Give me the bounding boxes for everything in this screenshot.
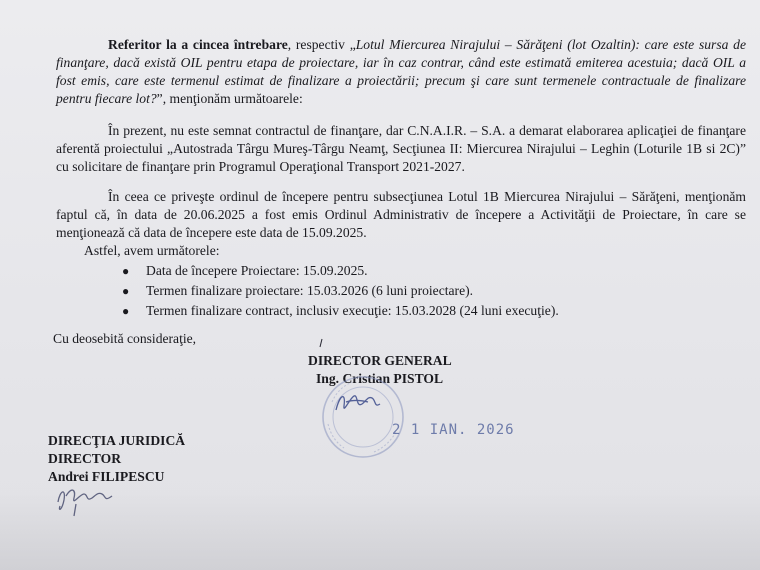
quoted-question: Lotul Miercurea Nirajului – Sărăţeni (lot Ozaltin): care este sursa de finanţare, dacă există OIL pentru etapa de proiectare, iar în caz contrar, când este estimată emiterea acestuia; dacă OIL a fost emis, care este termenul estimat de finalizare a proiectării; precum şi care sunt termenele contractuale de finalizare pentru fiecare lot? <box>56 37 746 106</box>
paragraph-question-5 <box>56 36 746 108</box>
paragraph-lead: Referitor la a cincea întrebare <box>108 37 288 52</box>
bullet-icon: ● <box>122 264 130 278</box>
stamp-date: 2 1 IAN. 2026 <box>392 422 515 438</box>
legal-department-name: DIRECŢIA JURIDICĂ <box>48 433 186 448</box>
legal-department-block <box>48 432 185 486</box>
paragraph-lead-tail: , respectiv „ <box>287 37 356 52</box>
director-general-name: Ing. Cristian PISTOL <box>316 371 444 386</box>
bullet-icon: ● <box>122 284 130 298</box>
list-item <box>122 262 559 282</box>
summary-intro: Astfel, avem următorele: <box>84 243 220 258</box>
director-general-title: DIRECTOR GENERAL <box>308 353 452 368</box>
legal-director-name: Andrei FILIPESCU <box>48 469 165 484</box>
bullet-icon: ● <box>122 304 130 318</box>
closing-salutation: Cu deosebită consideraţie, <box>53 331 197 346</box>
signature-icon <box>54 482 120 518</box>
list-item-text: Termen finalizare contract, inclusiv execuţie: 15.03.2028 (24 luni execuţie). <box>146 303 559 318</box>
legal-director-role: DIRECTOR <box>48 451 122 466</box>
deadline-list <box>122 262 559 322</box>
list-item-text: Termen finalizare proiectare: 15.03.2026 (6 luni proiectare). <box>146 283 474 298</box>
list-item <box>122 302 559 322</box>
paragraph-start-order: În ceea ce priveşte ordinul de începere pentru subsecţiunea Lotul 1B Miercurea Nirajului – Sărăţeni, menţionăm faptul că, în data de 20.06.2025 a fost emis Ordinul Administrativ de începere a Activităţii de Proiectare, în care se menţionează că data de începere este data de 15.09.2025. <box>56 189 746 240</box>
pen-mark-icon <box>318 338 324 348</box>
list-item-text: Data de începere Proiectare: 15.09.2025. <box>146 263 368 278</box>
list-item <box>122 282 559 302</box>
signature-icon <box>332 388 382 420</box>
paragraph-closing: ”, menţionăm următoarele: <box>156 91 303 106</box>
paragraph-financing: În prezent, nu este semnat contractul de finanţare, dar C.N.A.I.R. – S.A. a demarat elaborarea aplicaţiei de finanţare aferentă proiectului „Autostrada Târgu Mureş-Târgu Neamţ, Secţiunea II: Miercurea Nirajului – Leghin (Loturile 1B si 2C)” cu solicitare de finanţare prin Programul Operaţional Transport 2021-2027. <box>56 123 746 174</box>
